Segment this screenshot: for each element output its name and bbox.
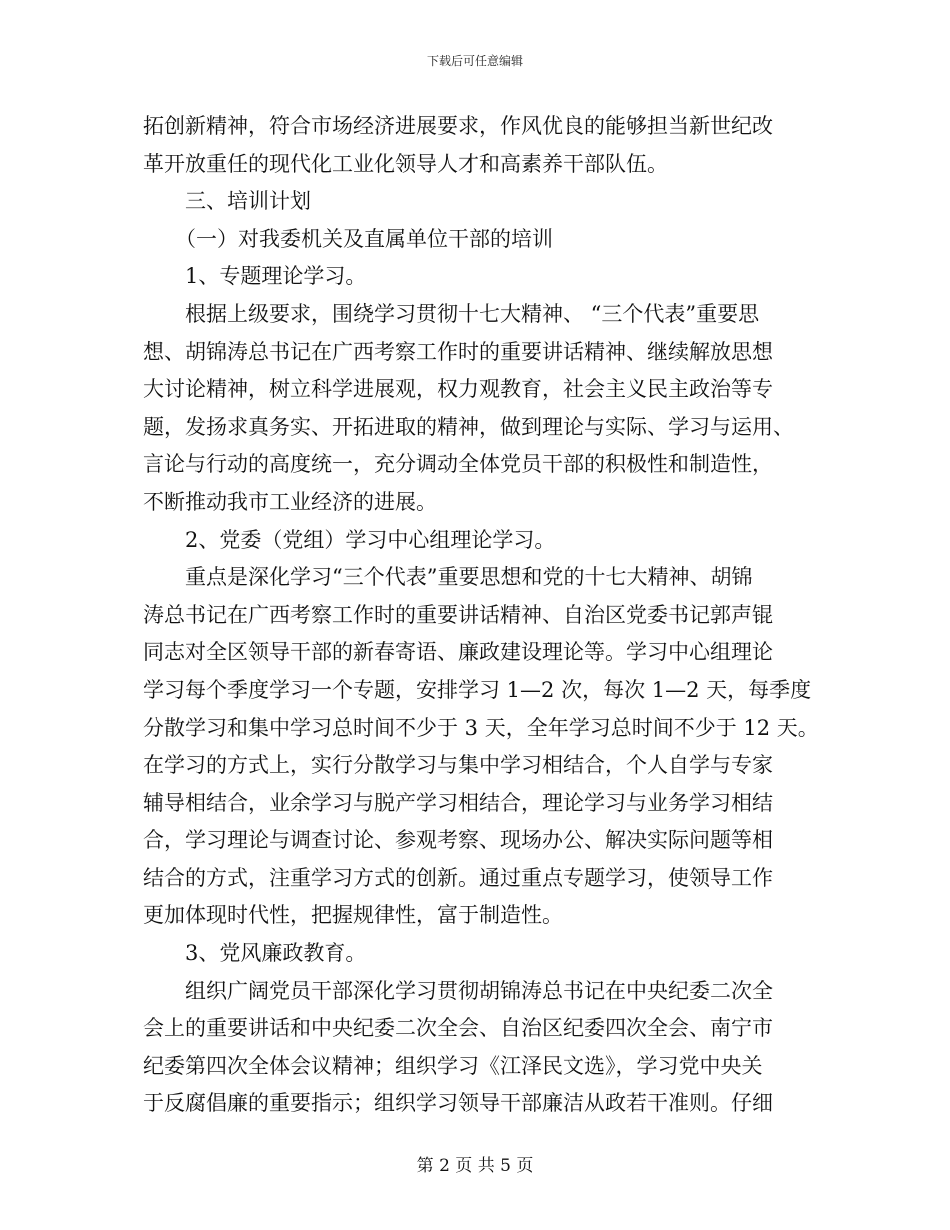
body-line: 重点是深化学习“三个代表”重要思想和党的十七大精神、胡锦: [185, 565, 753, 590]
item-heading: 2、党委（党组）学习中心组理论学习。: [185, 527, 556, 552]
body-line: 拓创新精神，符合市场经济进展要求，作风优良的能够担当新世纪改: [143, 114, 773, 138]
body-line: 想、胡锦涛总书记在广西考察工作时的重要讲话精神、继续解放思想: [143, 339, 773, 364]
page-footer: 第 2 页 共 5 页: [416, 1156, 534, 1176]
body-line: 涛总书记在广西考察工作时的重要讲话精神、自治区党委书记郭声锟: [143, 602, 773, 627]
subsection-heading: （一）对我委机关及直属单位干部的培训: [175, 226, 553, 251]
body-line: 根据上级要求，围绕学习贯彻十七大精神、 “三个代表”重要思: [185, 301, 760, 326]
body-line: 组织广阔党员干部深化学习贯彻胡锦涛总书记在中央纪委二次全: [185, 978, 773, 1003]
document-body: [143, 108, 819, 1123]
body-line: 题，发扬求真务实、开拓进取的精神，做到理论与实际、学习与运用、: [143, 414, 794, 439]
item-heading: 3、党风廉政教育。: [185, 941, 367, 966]
body-line: 同志对全区领导干部的新春寄语、廉政建设理论等。学习中心组理论: [143, 640, 773, 665]
section-heading: 三、培训计划: [185, 189, 311, 214]
body-line: 辅导相结合，业余学习与脱产学习相结合，理论学习与业务学习相结: [143, 790, 773, 815]
body-line: 学习每个季度学习一个专题，安排学习 1—2 次，每次 1—2 天，每季度: [143, 677, 812, 702]
body-line: 革开放重任的现代化工业化领导人才和高素养干部队伍。: [143, 151, 668, 176]
body-line: 不断推动我市工业经济的进展。: [143, 489, 437, 514]
body-line: 分散学习和集中学习总时间不少于 3 天，全年学习总时间不少于 12 天。: [143, 715, 819, 740]
item-heading: 1、专题理论学习。: [185, 264, 367, 289]
body-line: 言论与行动的高度统一，充分调动全体党员干部的积极性和制造性，: [143, 452, 773, 477]
body-line: 合，学习理论与调查讨论、参观考察、现场办公、解决实际问题等相: [143, 828, 773, 853]
body-line: 结合的方式，注重学习方式的创新。通过重点专题学习，使领导工作: [143, 865, 773, 890]
body-line: 于反腐倡廉的重要指示；组织学习领导干部廉洁从政若干准则。仔细: [143, 1091, 773, 1116]
body-line: 大讨论精神，树立科学进展观，权力观教育，社会主义民主政治等专: [143, 377, 773, 402]
body-line: 会上的重要讲话和中央纪委二次全会、自治区纪委四次全会、南宁市: [143, 1016, 773, 1041]
page-header: 下载后可任意编辑: [426, 54, 523, 68]
body-line: 更加体现时代性，把握规律性，富于制造性。: [143, 903, 563, 928]
body-line: 在学习的方式上，实行分散学习与集中学习相结合，个人自学与专家: [143, 753, 773, 778]
body-line: 纪委第四次全体会议精神；组织学习《江泽民文选》，学习党中央关: [143, 1053, 763, 1078]
